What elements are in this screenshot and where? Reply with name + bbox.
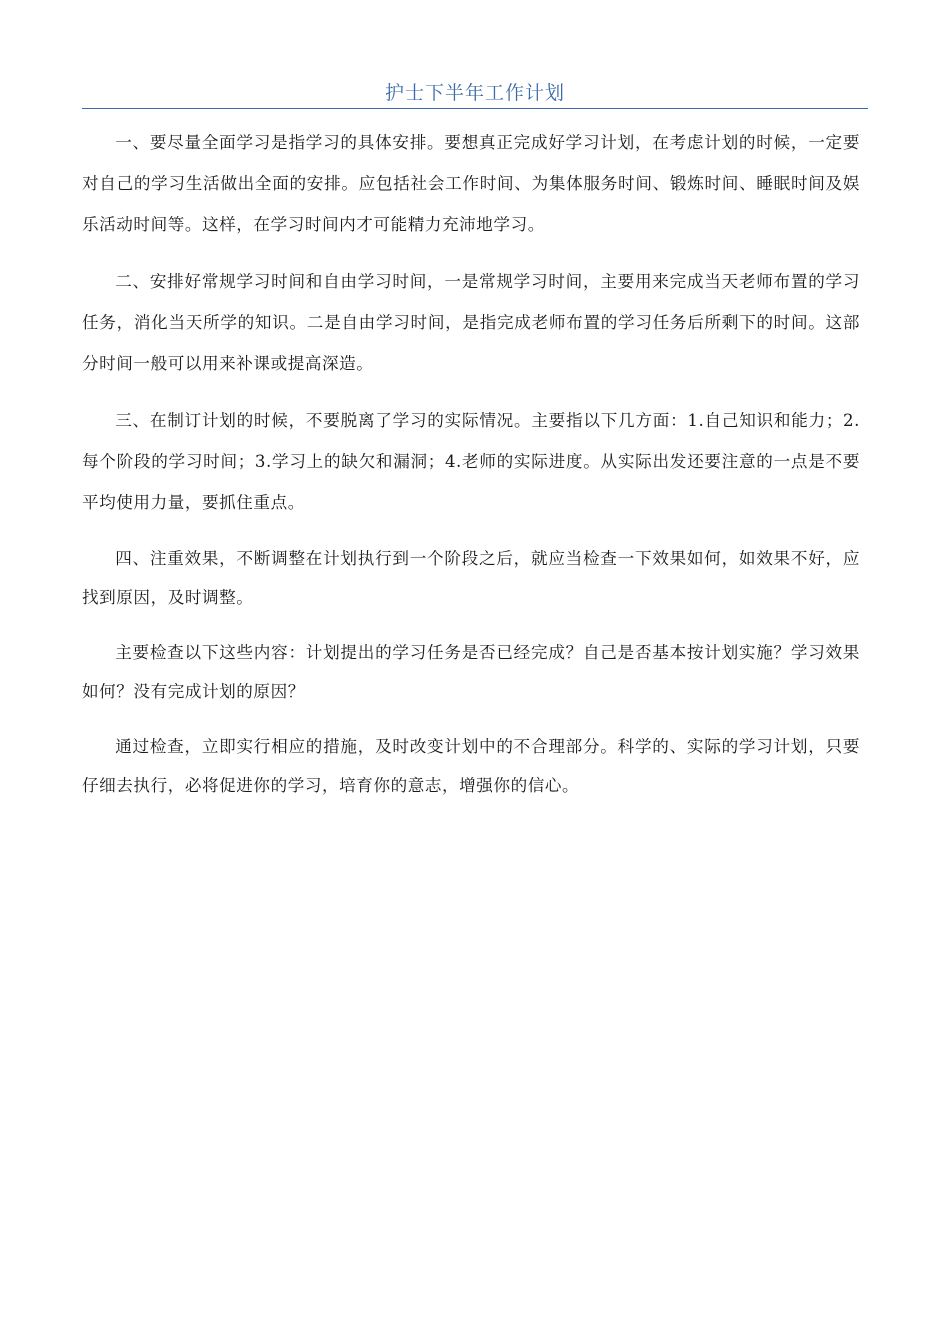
paragraph-1: 一、要尽量全面学习是指学习的具体安排。要想真正完成好学习计划，在考虑计划的时候，一定要对自己的学习生活做出全面的安排。应包括社会工作时间、为集体服务时间、锻炼时间、睡眠时间及娱乐活动时间等。这样，在学习时间内才可能精力充沛地学习。: [82, 133, 860, 234]
paragraph-5: 主要检查以下这些内容：计划提出的学习任务是否已经完成？自己是否基本按计划实施？学习效果如何？没有完成计划的原因？: [82, 643, 860, 701]
paragraph-3: 三、在制订计划的时候，不要脱离了学习的实际情况。主要指以下几方面：1.自己知识和能力；2.每个阶段的学习时间；3.学习上的缺欠和漏洞；4.老师的实际进度。从实际出发还要注意的一点是不要平均使用力量，要抓住重点。: [82, 411, 860, 512]
paragraph-2: 二、安排好常规学习时间和自由学习时间，一是常规学习时间，主要用来完成当天老师布置的学习任务，消化当天所学的知识。二是自由学习时间，是指完成老师布置的学习任务后所剩下的时间。这部分时间一般可以用来补课或提高深造。: [82, 272, 860, 373]
paragraph-6: 通过检查，立即实行相应的措施，及时改变计划中的不合理部分。科学的、实际的学习计划，只要仔细去执行，必将促进你的学习，培育你的意志，增强你的信心。: [82, 737, 860, 795]
page-title: 护士下半年工作计划: [384, 82, 565, 104]
header-divider: [82, 108, 868, 109]
paragraph-4: 四、注重效果，不断调整在计划执行到一个阶段之后，就应当检查一下效果如何，如效果不好，应找到原因，及时调整。: [82, 549, 860, 607]
document-header: [82, 80, 868, 110]
document-body: [82, 122, 860, 821]
